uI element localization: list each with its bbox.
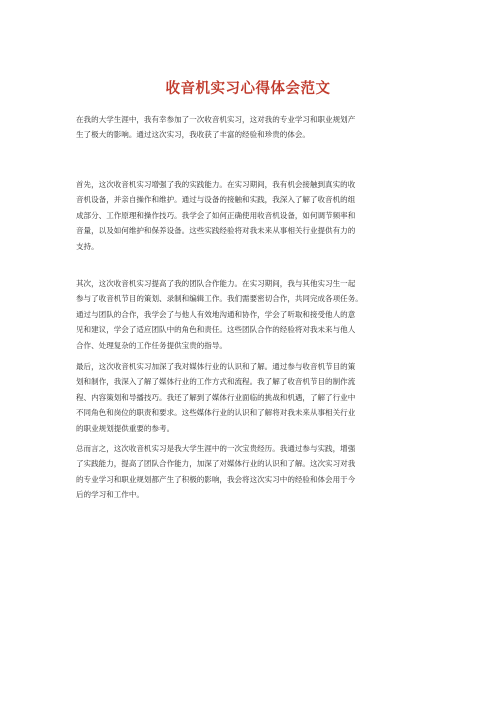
paragraph-line: 通过与团队的合作，我学会了与他人有效地沟通和协作，学会了听取和接受他人的意 <box>76 309 356 319</box>
paragraph-line: 总而言之，这次收音机实习是我大学生涯中的一次宝贵经历。我通过参与实践，增强 <box>76 444 356 453</box>
paragraph-line: 首先，这次收音机实习增强了我的实践能力。在实习期间，我有机会接触到真实的收 <box>76 180 356 189</box>
paragraph-line: 音量，以及如何维护和保养设备。这些实践经验将对我未来从事相关行业提供有力的 <box>76 226 356 236</box>
paragraph-line: 音机设备，并亲自操作和维护。通过与设备的接触和实践，我深入了解了收音机的组 <box>76 195 356 205</box>
paragraph-line: 支持。 <box>76 241 99 251</box>
paragraph-line: 成部分、工作原理和操作技巧。我学会了如何正确使用收音机设备，如何调节频率和 <box>76 210 356 220</box>
paragraph-line: 最后，这次收音机实习加深了我对媒体行业的认识和了解。通过参与收音机节目的策 <box>76 362 356 371</box>
paragraph-conclusion <box>76 441 428 503</box>
paragraph-line: 见和建议，学会了适应团队中的角色和责任。这些团队合作的经验将对我未来与他人 <box>76 325 356 335</box>
paragraph-line: 的职业规划提供重要的参考。 <box>76 423 175 433</box>
paragraph-line: 程、内容策划和导播技巧。我还了解到了媒体行业面临的挑战和机遇，了解了行业中 <box>76 392 356 402</box>
paragraph-line: 参与了收音机节目的策划、录制和编辑工作。我们需要密切合作，共同完成各项任务。 <box>76 294 363 304</box>
paragraph-line: 生了极大的影响。通过这次实习，我收获了丰富的经验和珍贵的体会。 <box>76 130 310 140</box>
paragraph-line: 在我的大学生涯中，我有幸参加了一次收音机实习，这对我的专业学习和职业规划产 <box>76 115 356 124</box>
paragraph-line: 其次，这次收音机实习提高了我的团队合作能力。在实习期间，我与其他实习生一起 <box>76 279 356 288</box>
paragraph-line: 了实践能力，提高了团队合作能力，加深了对媒体行业的认识和了解。这次实习对我 <box>76 459 356 469</box>
paragraph-line: 后的学习和工作中。 <box>76 490 144 500</box>
paragraph-teamwork <box>76 276 428 353</box>
paragraph-practical-ability <box>76 177 428 254</box>
paragraph-intro <box>76 112 428 143</box>
paragraph-line: 不同角色和岗位的职责和要求。这些媒体行业的认识和了解将对我未来从事相关行业 <box>76 408 356 418</box>
paragraph-line: 的专业学习和职业规划都产生了积极的影响，我会将这次实习中的经验和体会用于今 <box>76 474 356 484</box>
paragraph-line: 划和制作，我深入了解了媒体行业的工作方式和流程。我了解了收音机节目的制作流 <box>76 377 356 387</box>
paragraph-line: 合作、处理复杂的工作任务提供宝贵的指导。 <box>76 340 227 350</box>
paragraph-media-industry <box>76 359 428 436</box>
document-title: 收音机实习心得体会范文 <box>165 80 331 97</box>
